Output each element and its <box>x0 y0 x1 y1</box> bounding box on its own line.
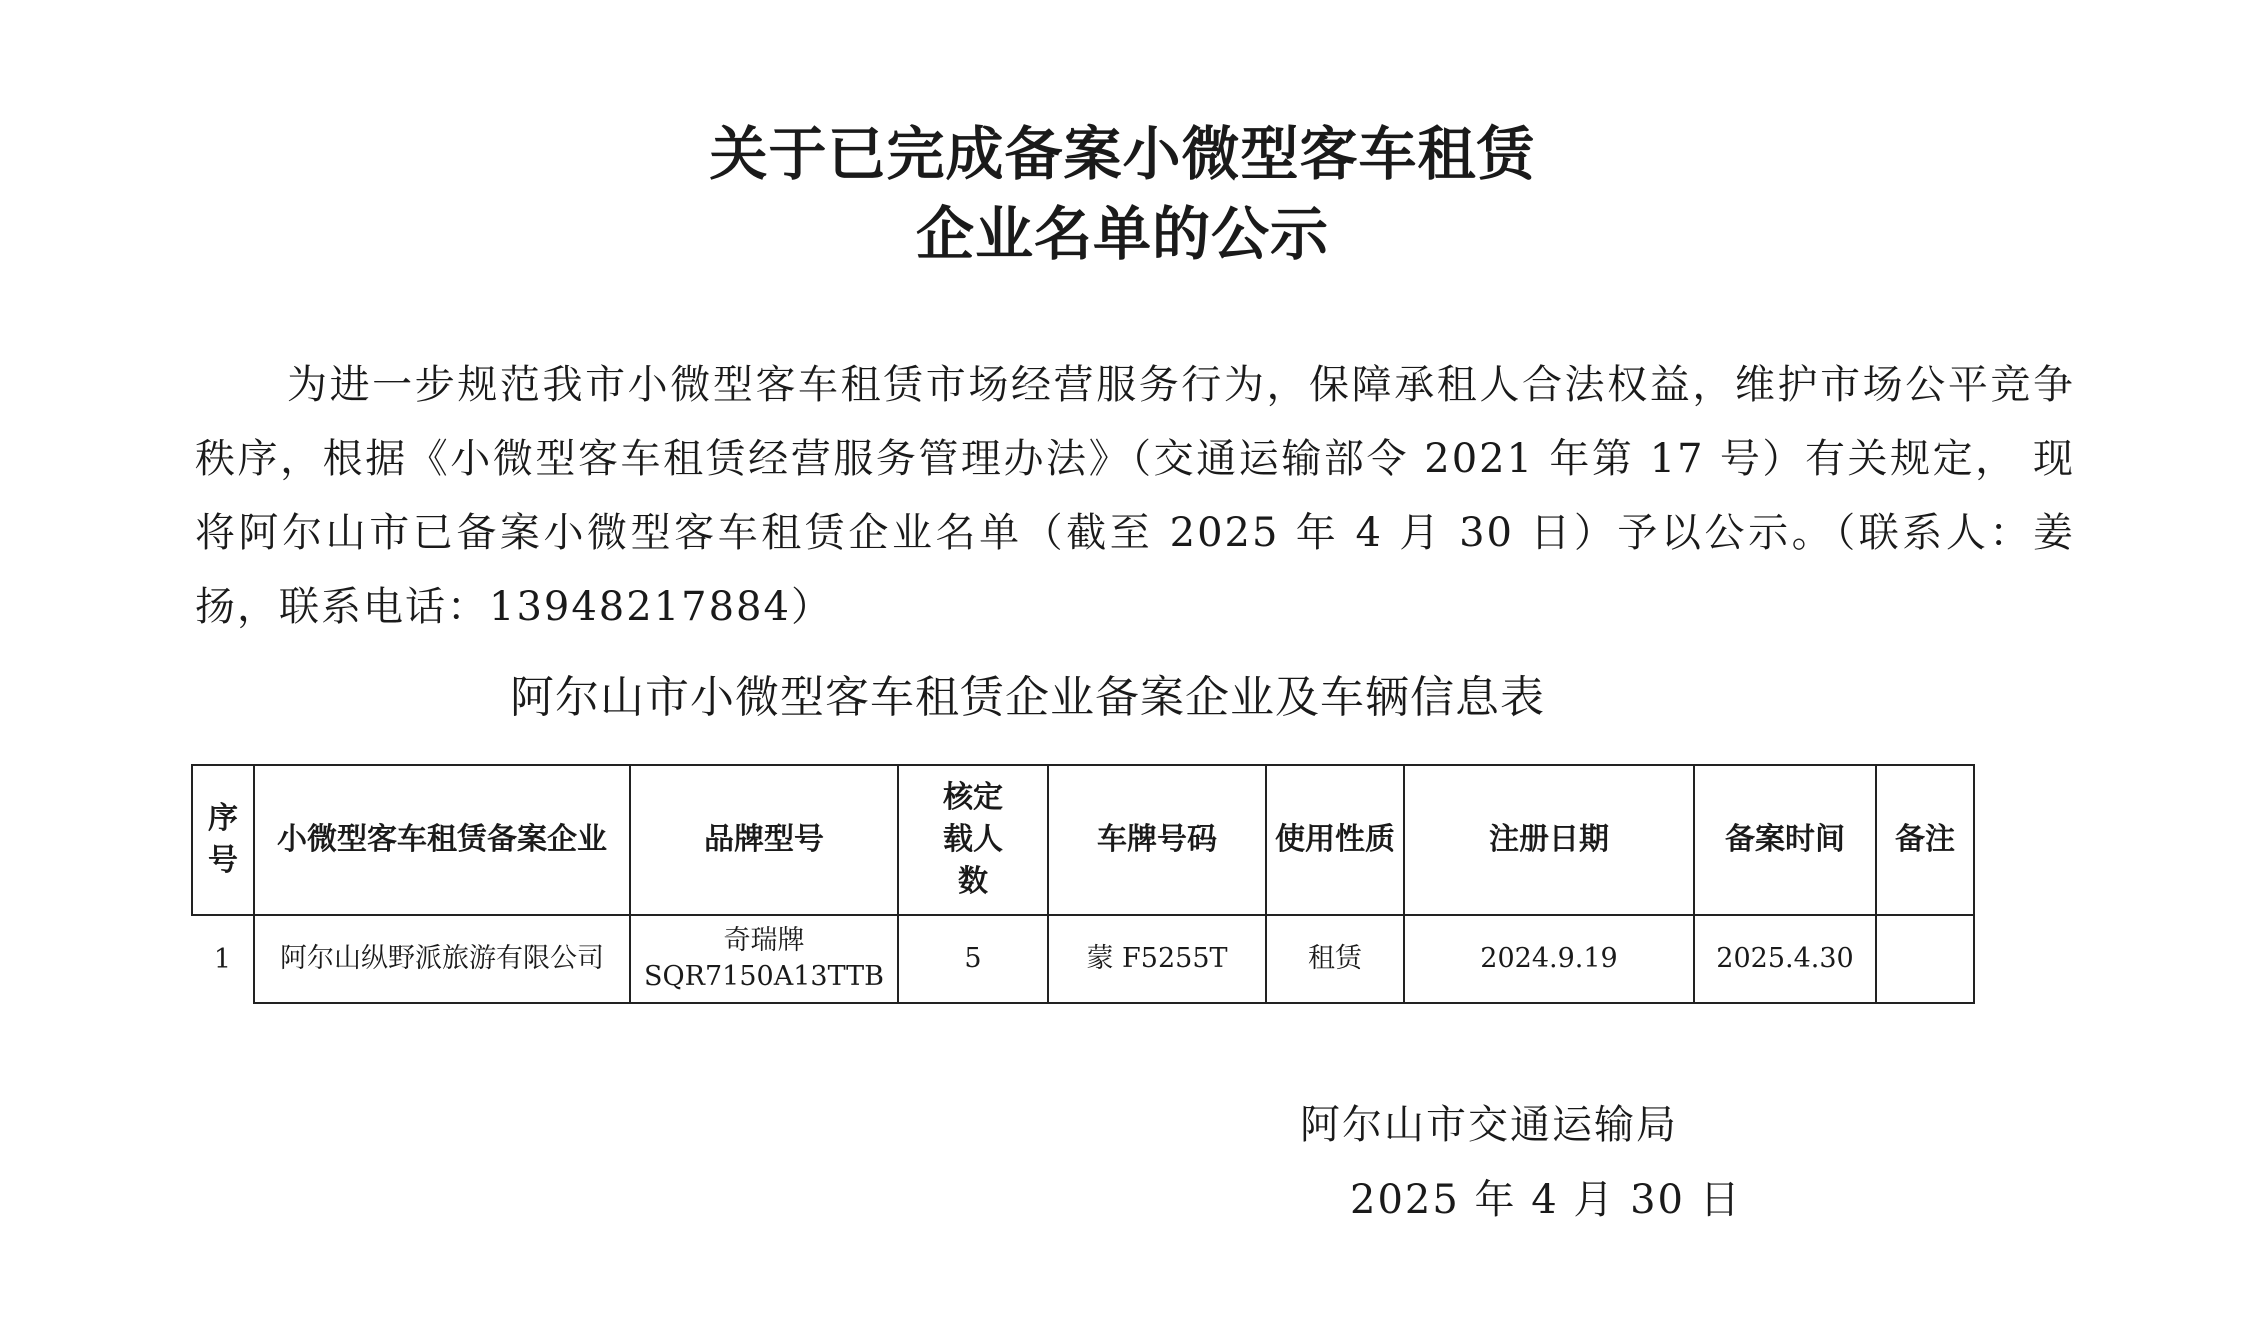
header-seq: 序号 <box>192 765 254 915</box>
header-usage: 使用性质 <box>1266 765 1404 915</box>
cell-remark <box>1876 915 1974 1003</box>
cell-company: 阿尔山纵野派旅游有限公司 <box>254 915 630 1003</box>
body-paragraph: 为进一步规范我市小微型客车租赁市场经营服务行为，保障承租人合法权益，维护市场公平竞争秩序，根据《小微型客车租赁经营服务管理办法》（交通运输部令 2021 年第 17 号）有关规定， 现将阿尔山市已备案小微型客车租赁企业名单（截至 2025 年 4 月 30 日）予以公示。（联系人：姜扬，联系电话：13948217884） <box>195 362 2075 630</box>
cell-usage: 租赁 <box>1266 915 1404 1003</box>
table-row <box>192 915 1974 1003</box>
document-title-line1: 关于已完成备案小微型客车租赁 <box>709 120 1536 188</box>
header-brand: 品牌型号 <box>630 765 898 915</box>
table-header-row <box>192 765 1974 915</box>
signature-date: 2025 年 4 月 30 日 <box>1350 1177 1742 1223</box>
table-title: 阿尔山市小微型客车租赁企业备案企业及车辆信息表 <box>510 672 1545 723</box>
signature-org: 阿尔山市交通运输局 <box>1300 1102 1678 1148</box>
header-seats: 核定载人数 <box>898 765 1048 915</box>
header-plate: 车牌号码 <box>1048 765 1266 915</box>
cell-reg-date: 2024.9.19 <box>1404 915 1694 1003</box>
document-title-line2: 企业名单的公示 <box>915 200 1329 268</box>
cell-brand-line1: 奇瑞牌 <box>723 925 805 956</box>
cell-brand-line2: SQR7150A13TTB <box>644 961 884 992</box>
info-table <box>191 764 1975 1004</box>
header-filing-date: 备案时间 <box>1694 765 1876 915</box>
cell-seats: 5 <box>898 915 1048 1003</box>
cell-filing-date: 2025.4.30 <box>1694 915 1876 1003</box>
cell-brand <box>630 915 898 1003</box>
header-remark: 备注 <box>1876 765 1974 915</box>
header-company: 小微型客车租赁备案企业 <box>254 765 630 915</box>
cell-plate: 蒙 F5255T <box>1048 915 1266 1003</box>
cell-seq: 1 <box>192 915 254 1003</box>
header-reg-date: 注册日期 <box>1404 765 1694 915</box>
